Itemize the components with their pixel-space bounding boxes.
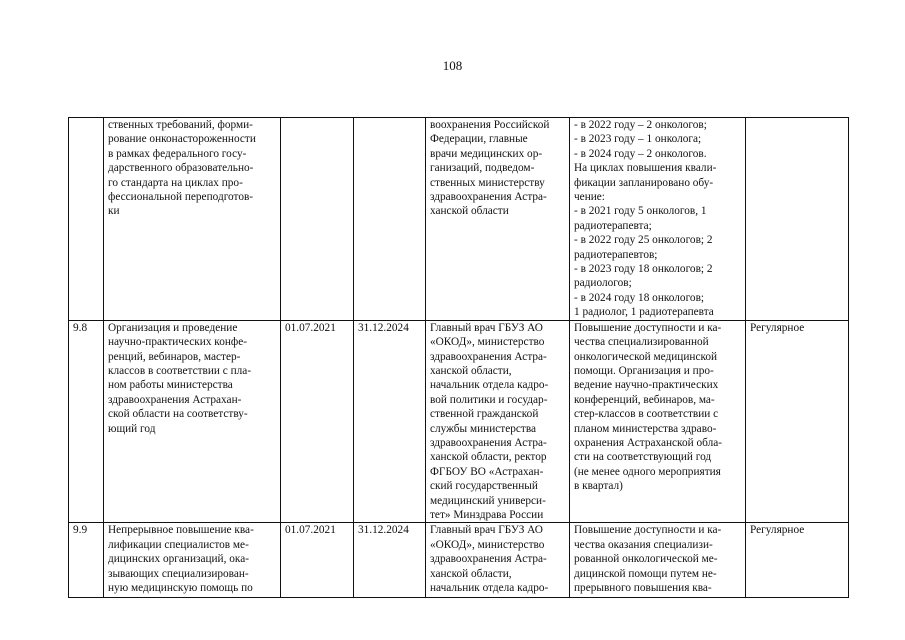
result-cell: Повышение доступности и ка- чества специализированной онкологической медицинской помощи. Организация и про- ведение научно-практических конференций, вебинаров, ма- стер-классов в соответствии с планом министерства здраво- охранения Астраханской обла- сти на соответствующий год (не менее одного мероприятия в квартал) bbox=[570, 320, 746, 523]
table-row bbox=[69, 523, 849, 598]
type-cell: Регулярное bbox=[746, 523, 849, 598]
end-date-cell: 31.12.2024 bbox=[354, 523, 426, 598]
row-number-cell: 9.8 bbox=[69, 320, 104, 523]
end-date-cell bbox=[354, 118, 426, 321]
task-cell: Непрерывное повышение ква- лификации специалистов ме- дицинских организаций, ока- зывающих специализирован- ную медицинскую помощь по bbox=[104, 523, 281, 598]
result-cell: Повышение доступности и ка- чества оказания специализи- рованной онкологической ме- дицинской помощи путем не- прерывного повышения ква- bbox=[570, 523, 746, 598]
responsible-cell: Главный врач ГБУЗ АО «ОКОД», министерство здравоохранения Астра- ханской области, начальник отдела кадро- bbox=[426, 523, 570, 598]
type-cell bbox=[746, 118, 849, 321]
table-row bbox=[69, 320, 849, 523]
start-date-cell bbox=[281, 118, 354, 321]
row-number-cell: 9.9 bbox=[69, 523, 104, 598]
page-number: 108 bbox=[442, 58, 463, 73]
start-date-cell: 01.07.2021 bbox=[281, 523, 354, 598]
responsible-cell: Главный врач ГБУЗ АО «ОКОД», министерство здравоохранения Астра- ханской области, начальник отдела кадро- вой политики и государ- ственной гражданской службы министерства здравоохранения Астра- ханской области, ректор ФГБОУ ВО «Астрахан- ский государственный медицинский универси- тет» Минздрава России bbox=[426, 320, 570, 523]
type-cell: Регулярное bbox=[746, 320, 849, 523]
table-row bbox=[69, 118, 849, 321]
end-date-cell: 31.12.2024 bbox=[354, 320, 426, 523]
result-cell: - в 2022 году – 2 онкологов; - в 2023 году – 1 онколога; - в 2024 году – 2 онкологов. На циклах повышения квали- фикации запланировано обу- чение: - в 2021 году 5 онкологов, 1 радиотерапевта; - в 2022 году 25 онкологов; 2 радиотерапевтов; - в 2023 году 18 онкологов; 2 радиологов; - в 2024 году 18 онкологов; 1 радиолог, 1 радиотерапевта bbox=[570, 118, 746, 321]
task-cell: Организация и проведение научно-практических конфе- ренций, вебинаров, мастер- классов в соответствии с пла- ном работы министерства здравоохранения Астрахан- ской области на соответству- ющий год bbox=[104, 320, 281, 523]
row-number-cell bbox=[69, 118, 104, 321]
start-date-cell: 01.07.2021 bbox=[281, 320, 354, 523]
responsible-cell: воохранения Российской Федерации, главные врачи медицинских ор- ганизаций, подведом- ственных министерству здравоохранения Астра- ханской области bbox=[426, 118, 570, 321]
measures-table bbox=[68, 117, 849, 598]
task-cell: ственных требований, форми- рование онконастороженности в рамках федерального госу- дарственного образовательно- го стандарта на циклах про- фессиональной переподготов- ки bbox=[104, 118, 281, 321]
